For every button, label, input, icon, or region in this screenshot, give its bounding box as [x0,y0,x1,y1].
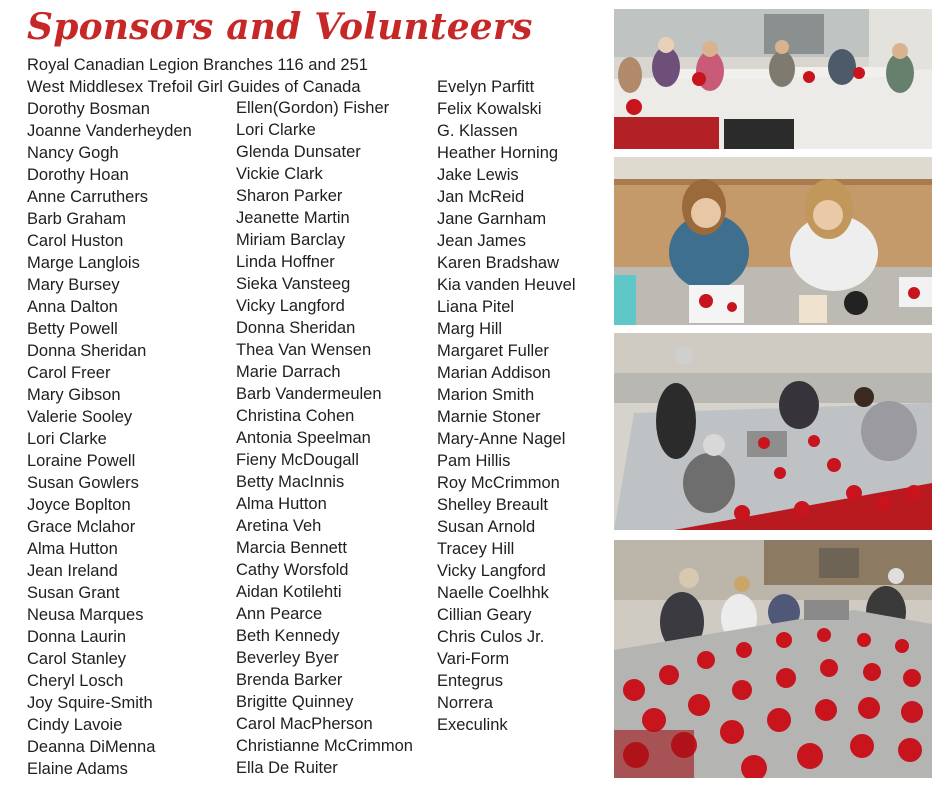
volunteer-name: Tracey Hill [437,540,515,558]
volunteer-name: Evelyn Parfitt [437,78,535,96]
volunteer-name: Vickie Clark [236,165,323,183]
volunteer-name: Nancy Gogh [27,144,119,162]
volunteer-name: Dorothy Bosman [27,100,150,118]
volunteer-name: Betty MacInnis [236,473,345,491]
photo-poppy-assembly [614,333,932,530]
volunteer-name: Susan Gowlers [27,474,139,492]
volunteer-name: Fieny McDougall [236,451,359,469]
volunteer-name: Mary Bursey [27,276,120,294]
volunteer-name: Susan Arnold [437,518,536,536]
volunteer-name: Thea Van Wensen [236,341,372,359]
photo-poppy-blanket [614,540,932,778]
photo-girls-knitting [614,157,932,325]
volunteer-name: Betty Powell [27,320,118,338]
volunteer-name: Brenda Barker [236,671,343,689]
sponsor-legion: Royal Canadian Legion Branches 116 and 251 [27,56,368,74]
volunteer-name: Marion Smith [437,386,535,404]
volunteer-name: Cillian Geary [437,606,532,624]
volunteer-name: Marian Addison [437,364,551,382]
volunteer-name: Sharon Parker [236,187,343,205]
volunteer-name: Heather Horning [437,144,559,162]
volunteer-name: Jake Lewis [437,166,519,184]
volunteer-name: Valerie Sooley [27,408,133,426]
volunteer-name: Naelle Coelhhk [437,584,549,602]
volunteer-name: Ellen(Gordon) Fisher [236,99,390,117]
volunteer-name: Susan Grant [27,584,120,602]
volunteer-name: Donna Sheridan [27,342,147,360]
volunteer-name: Jane Garnham [437,210,547,228]
volunteer-name: Margaret Fuller [437,342,549,360]
volunteer-name: Liana Pitel [437,298,515,316]
volunteer-name: Carol Stanley [27,650,127,668]
volunteer-name: Ella De Ruiter [236,759,338,777]
volunteer-name: Carol Freer [27,364,111,382]
volunteer-name: Carol MacPherson [236,715,373,733]
volunteer-name: Entegrus [437,672,504,690]
volunteer-name: Anna Dalton [27,298,118,316]
volunteer-name: Joyce Boplton [27,496,131,514]
volunteer-name: Marnie Stoner [437,408,541,426]
volunteer-name: Mary-Anne Nagel [437,430,566,448]
volunteer-name: Glenda Dunsater [236,143,361,161]
volunteer-name: Brigitte Quinney [236,693,354,711]
volunteer-name: Jeanette Martin [236,209,350,227]
volunteer-name: Grace Mclahor [27,518,136,536]
volunteer-name: Norrera [437,694,493,712]
volunteer-name: Elaine Adams [27,760,128,778]
volunteer-name: Donna Sheridan [236,319,356,337]
volunteer-column-1 [27,98,192,780]
volunteer-name: Vicky Langford [437,562,546,580]
volunteer-name: Marcia Bennett [236,539,347,557]
volunteer-name: Barb Vandermeulen [236,385,382,403]
volunteer-name: Anne Carruthers [27,188,149,206]
volunteer-name: Carol Huston [27,232,124,250]
volunteer-name: Aretina Veh [236,517,322,535]
volunteer-name: Christina Cohen [236,407,355,425]
volunteer-name: Alma Hutton [236,495,327,513]
volunteer-name: Dorothy Hoan [27,166,129,184]
volunteer-name: Barb Graham [27,210,127,228]
volunteer-column-3 [437,76,576,736]
volunteer-name: Jean James [437,232,526,250]
volunteer-name: Lori Clarke [27,430,107,448]
volunteer-name: Kia vanden Heuvel [437,276,576,294]
volunteer-name: Beverley Byer [236,649,339,667]
volunteer-name: Joy Squire-Smith [27,694,153,712]
volunteer-name: Lori Clarke [236,121,316,139]
volunteer-name: G. Klassen [437,122,518,140]
volunteer-name: Chris Culos Jr. [437,628,545,646]
volunteer-name: Christianne McCrimmon [236,737,413,755]
volunteer-name: Beth Kennedy [236,627,340,645]
volunteer-name: Cindy Lavoie [27,716,123,734]
volunteer-name: Jan McReid [437,188,525,206]
volunteer-name: Marie Darrach [236,363,341,381]
volunteer-name: Karen Bradshaw [437,254,559,272]
volunteer-name: Miriam Barclay [236,231,346,249]
volunteer-name: Sieka Vansteeg [236,275,351,293]
volunteer-name: Ann Pearce [236,605,323,623]
volunteer-name: Shelley Breault [437,496,548,514]
volunteer-name: Deanna DiMenna [27,738,156,756]
volunteer-name: Cheryl Losch [27,672,124,690]
volunteer-name: Antonia Speelman [236,429,371,447]
volunteer-name: Roy McCrimmon [437,474,560,492]
volunteer-name: Aidan Kotilehti [236,583,342,601]
volunteer-name: Vicky Langford [236,297,345,315]
volunteer-name: Pam Hillis [437,452,511,470]
volunteer-name: Neusa Marques [27,606,144,624]
volunteer-name: Cathy Worsfold [236,561,349,579]
volunteer-name: Felix Kowalski [437,100,542,118]
photo-classroom-knitting [614,9,932,149]
volunteer-name: Jean Ireland [27,562,118,580]
volunteer-name: Mary Gibson [27,386,121,404]
volunteer-name: Vari-Form [437,650,510,668]
page-title: Sponsors and Volunteers [27,6,533,48]
volunteer-column-2 [236,97,413,779]
volunteer-name: Execulink [437,716,508,734]
volunteer-name: Loraine Powell [27,452,136,470]
sponsor-girl-guides: West Middlesex Trefoil Girl Guides of Canada [27,78,361,96]
volunteer-name: Donna Laurin [27,628,127,646]
volunteer-name: Alma Hutton [27,540,118,558]
volunteer-name: Linda Hoffner [236,253,335,271]
volunteer-name: Marg Hill [437,320,503,338]
volunteer-name: Marge Langlois [27,254,140,272]
volunteer-name: Joanne Vanderheyden [27,122,192,140]
